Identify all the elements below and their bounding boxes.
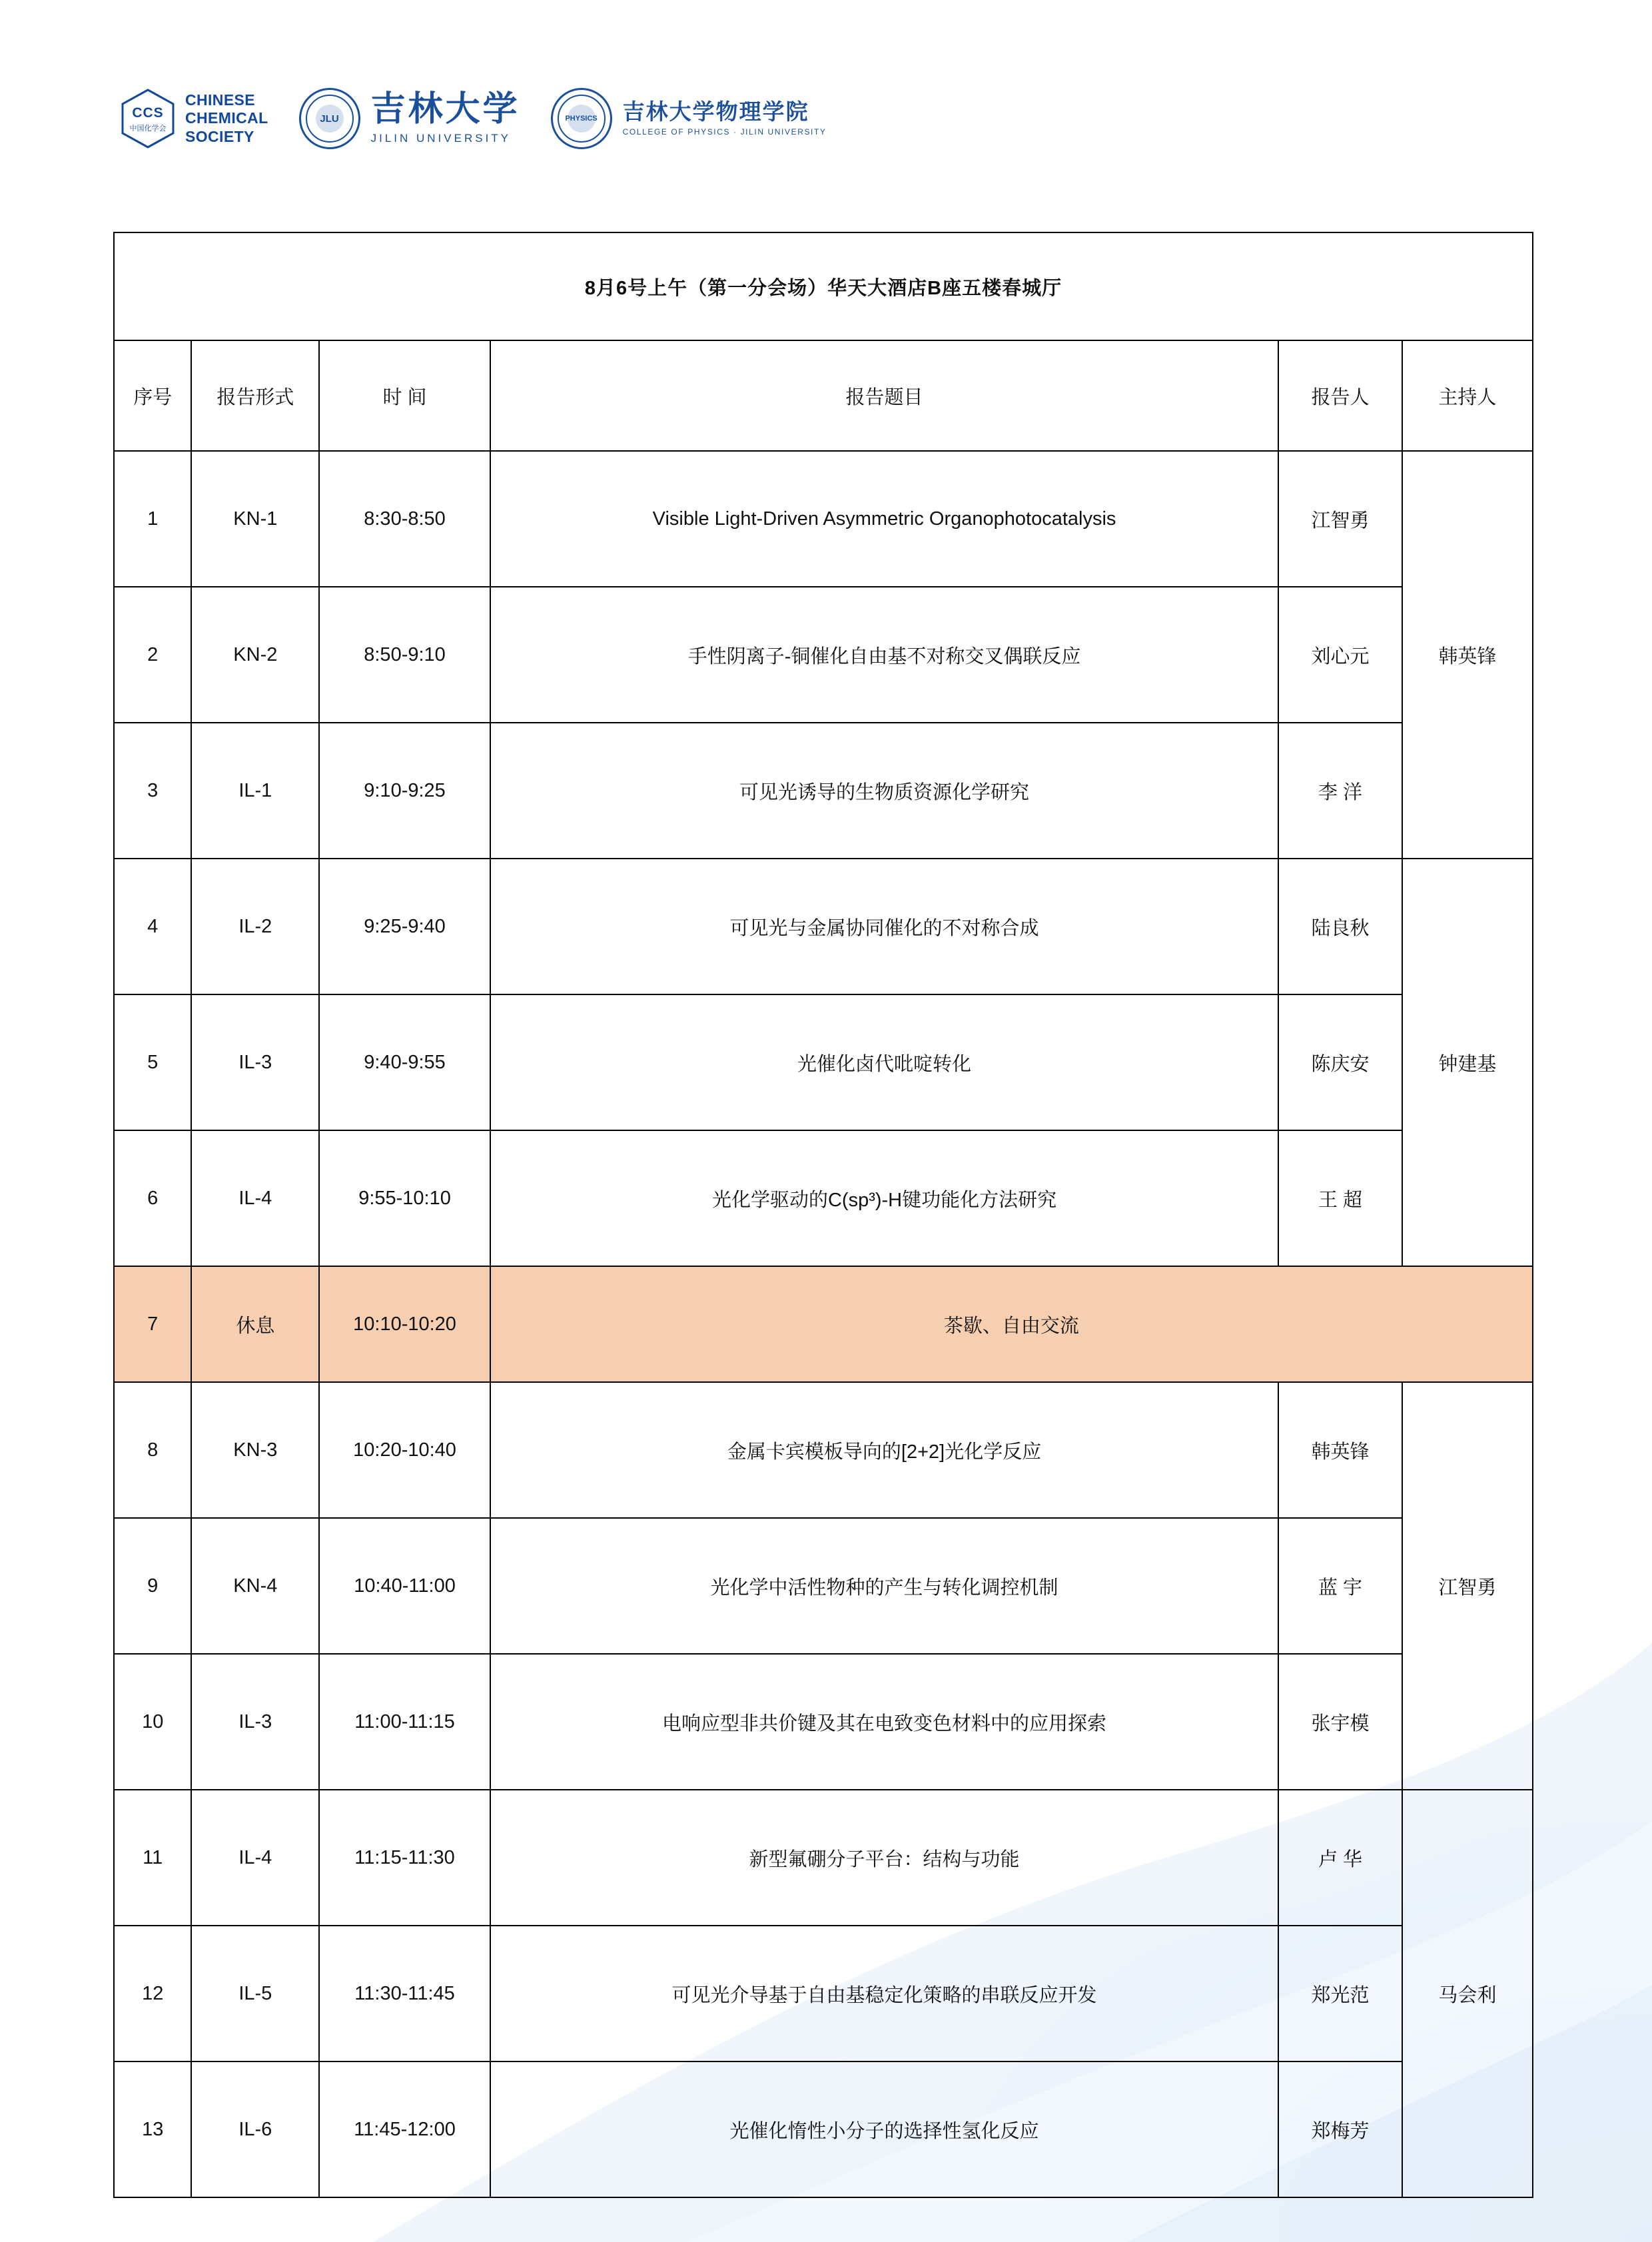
cell-no: 1	[114, 451, 191, 587]
cell-topic: 电响应型非共价键及其在电致变色材料中的应用探索	[490, 1654, 1279, 1790]
physics-english-name: COLLEGE OF PHYSICS · JILIN UNIVERSITY	[622, 127, 827, 137]
cell-speaker: 陈庆安	[1278, 994, 1402, 1130]
cell-no: 5	[114, 994, 191, 1130]
cell-speaker: 江智勇	[1278, 451, 1402, 587]
cell-no: 4	[114, 859, 191, 994]
cell-no: 12	[114, 1926, 191, 2061]
cell-no: 11	[114, 1790, 191, 1926]
cell-topic: 可见光诱导的生物质资源化学研究	[490, 723, 1279, 859]
cell-form: KN-3	[191, 1382, 319, 1518]
ccs-line-3: SOCIETY	[185, 127, 254, 145]
cell-topic: 茶歇、自由交流	[490, 1266, 1533, 1382]
table-row	[114, 723, 1533, 859]
cell-no: 9	[114, 1518, 191, 1654]
cell-time: 9:10-9:25	[319, 723, 490, 859]
cell-form: IL-1	[191, 723, 319, 859]
cell-form: KN-4	[191, 1518, 319, 1654]
cell-time: 8:50-9:10	[319, 587, 490, 723]
cell-speaker: 张宇模	[1278, 1654, 1402, 1790]
logo-row	[113, 79, 1539, 159]
cell-speaker: 李 洋	[1278, 723, 1402, 859]
header-time: 时 间	[319, 340, 490, 451]
ccs-line-2: CHEMICAL	[185, 109, 268, 127]
cell-time: 10:40-11:00	[319, 1518, 490, 1654]
cell-topic: 光化学驱动的C(sp³)-H键功能化方法研究	[490, 1130, 1279, 1266]
session-title: 8月6号上午（第一分会场）华天大酒店B座五楼春城厅	[114, 232, 1533, 340]
table-row	[114, 587, 1533, 723]
cell-chair: 马会利	[1402, 1790, 1533, 2197]
cell-time: 9:40-9:55	[319, 994, 490, 1130]
cell-form: IL-2	[191, 859, 319, 994]
cell-form: 休息	[191, 1266, 319, 1382]
cell-time: 9:55-10:10	[319, 1130, 490, 1266]
cell-form: IL-3	[191, 994, 319, 1130]
cell-time: 11:00-11:15	[319, 1654, 490, 1790]
ccs-hexagon-icon	[120, 88, 176, 149]
jlu-english-name: JILIN UNIVERSITY	[370, 132, 512, 145]
physics-seal-icon	[551, 88, 612, 149]
cell-form: IL-4	[191, 1130, 319, 1266]
cell-topic: 新型氟硼分子平台：结构与功能	[490, 1790, 1279, 1926]
cell-topic: 可见光介导基于自由基稳定化策略的串联反应开发	[490, 1926, 1279, 2061]
table-row	[114, 451, 1533, 587]
table-row	[114, 1654, 1533, 1790]
ccs-logo	[120, 88, 268, 149]
jlu-seal-text: JLU	[320, 113, 339, 125]
table-header-row	[114, 340, 1533, 451]
cell-no: 13	[114, 2061, 191, 2197]
table-row	[114, 2061, 1533, 2197]
cell-speaker: 郑梅芳	[1278, 2061, 1402, 2197]
cell-topic: 金属卡宾模板导向的[2+2]光化学反应	[490, 1382, 1279, 1518]
cell-topic: 可见光与金属协同催化的不对称合成	[490, 859, 1279, 994]
cell-speaker: 蓝 宇	[1278, 1518, 1402, 1654]
header-topic: 报告题目	[490, 340, 1279, 451]
header-speaker: 报告人	[1278, 340, 1402, 451]
table-row	[114, 1382, 1533, 1518]
cell-no: 7	[114, 1266, 191, 1382]
cell-form: KN-1	[191, 451, 319, 587]
table-row	[114, 1926, 1533, 2061]
cell-speaker: 郑光范	[1278, 1926, 1402, 2061]
cell-time: 9:25-9:40	[319, 859, 490, 994]
cell-speaker: 卢 华	[1278, 1790, 1402, 1926]
table-row	[114, 1790, 1533, 1926]
cell-form: IL-3	[191, 1654, 319, 1790]
table-row	[114, 1130, 1533, 1266]
cell-chair: 江智勇	[1402, 1382, 1533, 1790]
cell-time: 8:30-8:50	[319, 451, 490, 587]
cell-form: IL-6	[191, 2061, 319, 2197]
cell-form: IL-4	[191, 1790, 319, 1926]
cell-topic: 光催化卤代吡啶转化	[490, 994, 1279, 1130]
header-form: 报告形式	[191, 340, 319, 451]
cell-speaker: 刘心元	[1278, 587, 1402, 723]
cell-no: 2	[114, 587, 191, 723]
jlu-chinese-name: 吉林大学	[370, 89, 520, 129]
cell-no: 6	[114, 1130, 191, 1266]
jlu-seal-icon	[299, 88, 360, 149]
table-row-break	[114, 1266, 1533, 1382]
table-row	[114, 1518, 1533, 1654]
cell-topic: Visible Light-Driven Asymmetric Organophotocatalysis	[490, 451, 1279, 587]
ccs-wordmark	[185, 91, 268, 145]
cell-speaker: 韩英锋	[1278, 1382, 1402, 1518]
ccs-chinese-name: 中国化学会	[129, 125, 167, 133]
agenda-table	[113, 232, 1533, 2198]
cell-speaker: 王 超	[1278, 1130, 1402, 1266]
jilin-university-logo	[299, 88, 520, 149]
cell-chair: 韩英锋	[1402, 451, 1533, 859]
cell-form: KN-2	[191, 587, 319, 723]
table-title-row	[114, 232, 1533, 340]
physics-chinese-name: 吉林大学物理学院	[622, 99, 809, 125]
cell-form: IL-5	[191, 1926, 319, 2061]
table-row	[114, 994, 1533, 1130]
agenda-table-wrapper	[113, 232, 1539, 2198]
cell-topic: 光催化惰性小分子的选择性氢化反应	[490, 2061, 1279, 2197]
college-of-physics-logo	[551, 88, 827, 149]
cell-time: 10:20-10:40	[319, 1382, 490, 1518]
cell-topic: 光化学中活性物种的产生与转化调控机制	[490, 1518, 1279, 1654]
ccs-abbrev: CCS	[132, 105, 164, 121]
cell-chair: 钟建基	[1402, 859, 1533, 1266]
cell-speaker: 陆良秋	[1278, 859, 1402, 994]
cell-topic: 手性阴离子-铜催化自由基不对称交叉偶联反应	[490, 587, 1279, 723]
physics-seal-text: PHYSICS	[565, 115, 598, 123]
cell-no: 8	[114, 1382, 191, 1518]
cell-time: 11:15-11:30	[319, 1790, 490, 1926]
cell-no: 10	[114, 1654, 191, 1790]
cell-time: 10:10-10:20	[319, 1266, 490, 1382]
cell-time: 11:30-11:45	[319, 1926, 490, 2061]
header-chair: 主持人	[1402, 340, 1533, 451]
table-row	[114, 859, 1533, 994]
header-no: 序号	[114, 340, 191, 451]
cell-no: 3	[114, 723, 191, 859]
cell-time: 11:45-12:00	[319, 2061, 490, 2197]
ccs-line-1: CHINESE	[185, 91, 256, 109]
